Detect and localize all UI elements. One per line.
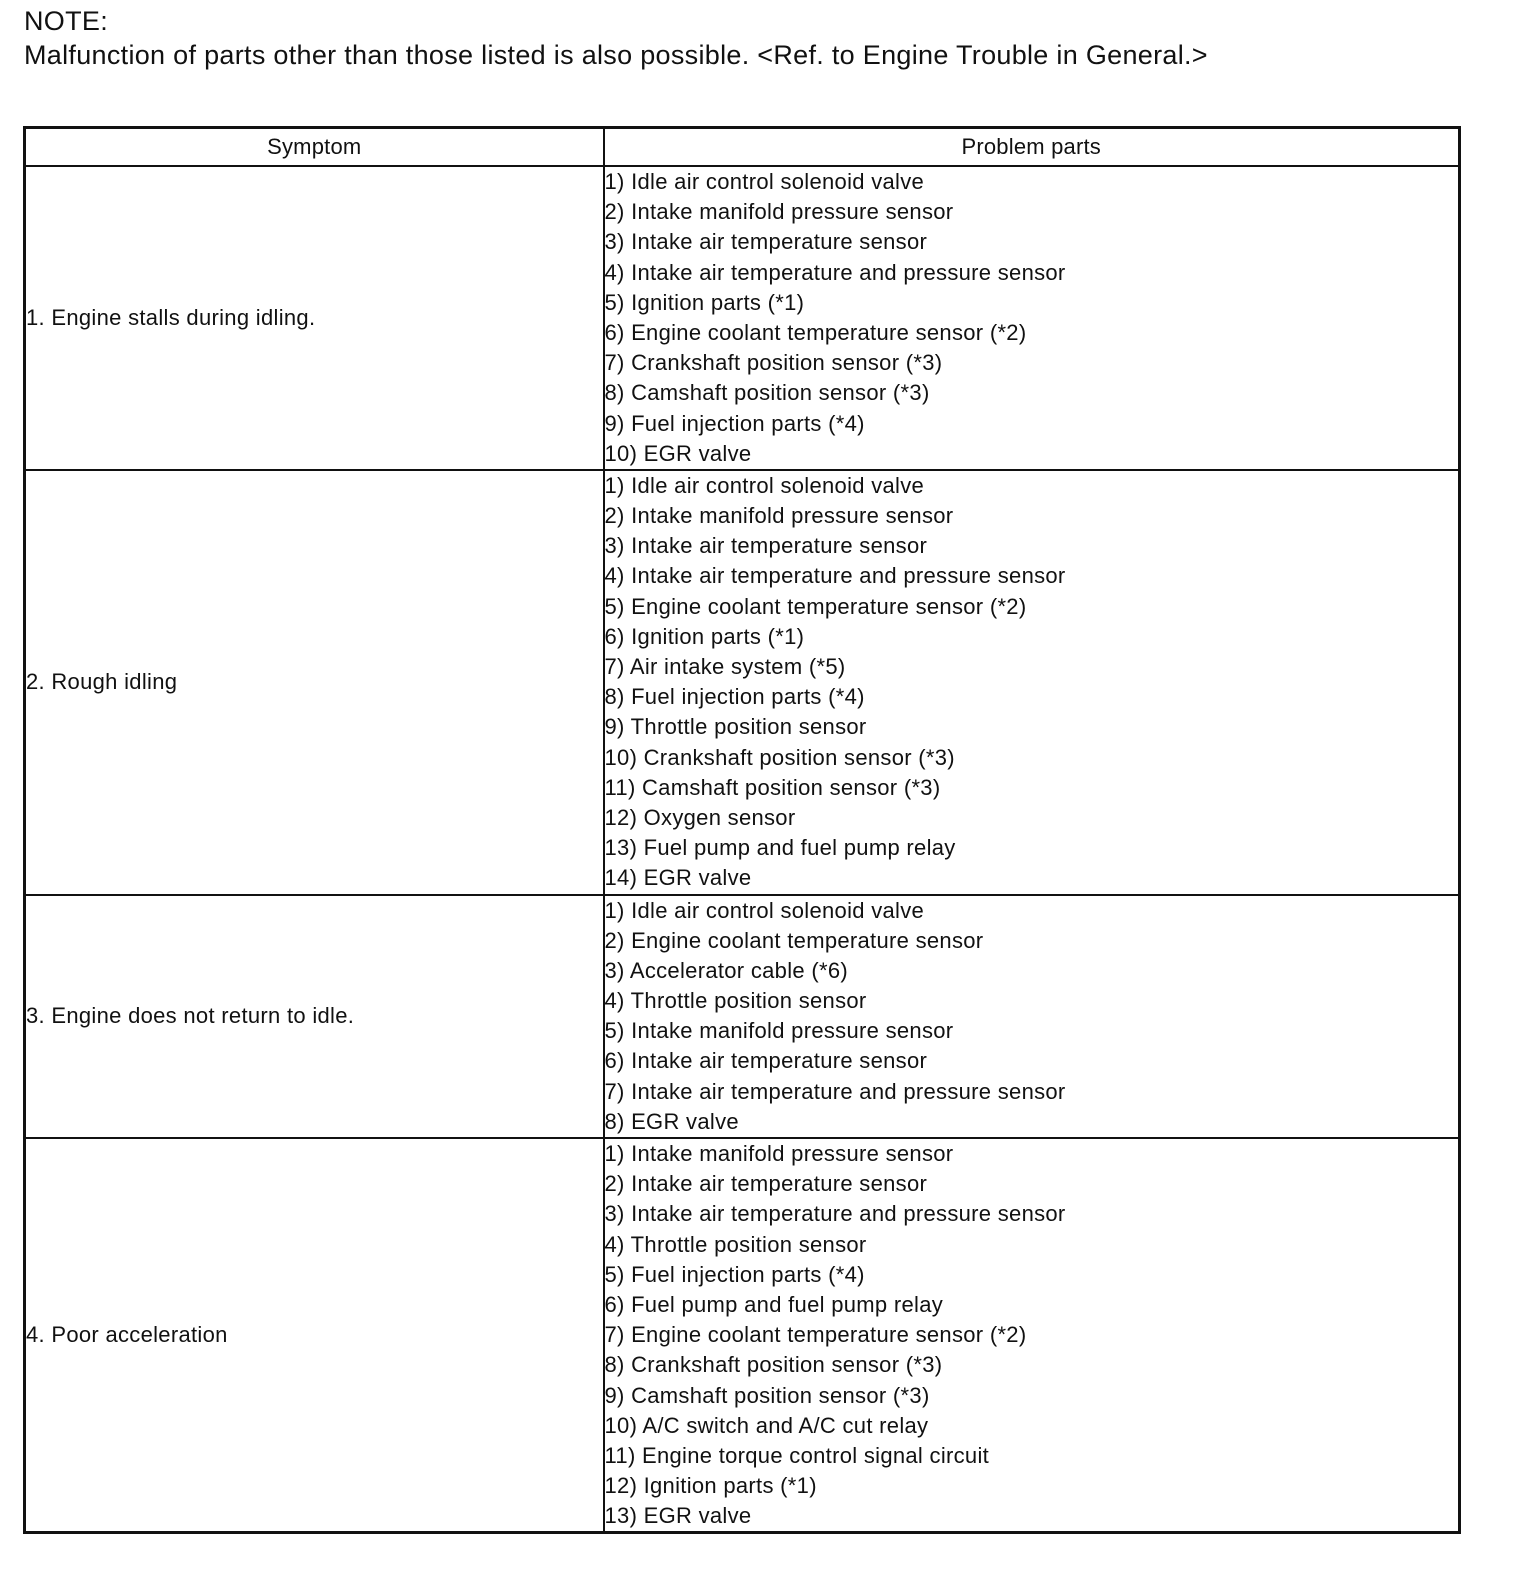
problem-part-item: 9) Fuel injection parts (*4)	[604, 410, 865, 436]
table-row	[25, 895, 1460, 1139]
problem-parts-column-header: Problem parts	[604, 128, 1460, 167]
problem-part-item: 6) Fuel pump and fuel pump relay	[604, 1291, 944, 1317]
symptom-column-header: Symptom	[25, 128, 604, 167]
table-row	[25, 1138, 1460, 1533]
problem-part-item: 1) Idle air control solenoid valve	[604, 897, 925, 923]
problem-part-item: 5) Engine coolant temperature sensor (*2)	[604, 593, 1027, 619]
table-body	[25, 166, 1460, 1533]
table-header-row	[25, 128, 1460, 167]
problem-part-item: 5) Ignition parts (*1)	[604, 289, 805, 315]
problem-parts-cell	[604, 166, 1460, 470]
note-block	[24, 4, 1504, 72]
problem-part-item: 2) Intake manifold pressure sensor	[604, 503, 954, 529]
problem-part-item: 14) EGR valve	[604, 865, 752, 891]
problem-part-item: 10) EGR valve	[604, 440, 752, 466]
problem-part-item: 8) Crankshaft position sensor (*3)	[604, 1352, 943, 1378]
problem-part-item: 6) Ignition parts (*1)	[604, 623, 805, 649]
problem-part-item: 4) Throttle position sensor	[604, 988, 867, 1014]
problem-part-item: 10) A/C switch and A/C cut relay	[604, 1412, 929, 1438]
table-row	[25, 166, 1460, 470]
symptom-cell: 3. Engine does not return to idle.	[25, 895, 604, 1139]
problem-part-item: 7) Air intake system (*5)	[604, 654, 846, 679]
problem-part-item: 9) Camshaft position sensor (*3)	[604, 1382, 930, 1408]
symptom-cell: 4. Poor acceleration	[25, 1138, 604, 1533]
problem-part-item: 4) Throttle position sensor	[604, 1231, 867, 1257]
problem-part-item: 12) Ignition parts (*1)	[604, 1473, 817, 1499]
problem-part-item: 9) Throttle position sensor	[604, 714, 867, 740]
problem-part-item: 10) Crankshaft position sensor (*3)	[604, 744, 955, 770]
problem-part-item: 3) Intake air temperature sensor	[604, 533, 928, 559]
problem-part-item: 1) Idle air control solenoid valve	[604, 169, 925, 194]
problem-part-item: 8) EGR valve	[604, 1108, 739, 1134]
note-title: NOTE:	[24, 6, 109, 36]
table-row	[25, 470, 1460, 895]
problem-part-item: 8) Fuel injection parts (*4)	[604, 684, 865, 710]
problem-part-item: 11) Camshaft position sensor (*3)	[604, 774, 941, 800]
problem-part-item: 8) Camshaft position sensor (*3)	[604, 380, 930, 406]
problem-part-item: 12) Oxygen sensor	[604, 804, 796, 830]
problem-part-item: 5) Intake manifold pressure sensor	[604, 1018, 954, 1044]
symptom-table	[23, 126, 1461, 1534]
problem-part-item: 3) Accelerator cable (*6)	[604, 957, 848, 983]
problem-part-item: 11) Engine torque control signal circuit	[604, 1442, 990, 1468]
problem-part-item: 2) Engine coolant temperature sensor	[604, 927, 984, 953]
problem-part-item: 2) Intake manifold pressure sensor	[604, 199, 954, 225]
symptom-cell: 2. Rough idling	[25, 470, 604, 895]
symptom-cell: 1. Engine stalls during idling.	[25, 166, 604, 470]
problem-part-item: 7) Crankshaft position sensor (*3)	[604, 350, 943, 376]
note-text: Malfunction of parts other than those listed is also possible. <Ref. to Engine Trouble in General.>	[24, 40, 1208, 70]
problem-part-item: 2) Intake air temperature sensor	[604, 1171, 928, 1197]
problem-part-item: 4) Intake air temperature and pressure sensor	[604, 259, 1066, 285]
problem-part-item: 7) Engine coolant temperature sensor (*2)	[604, 1322, 1027, 1348]
problem-part-item: 6) Intake air temperature sensor	[604, 1048, 928, 1074]
problem-part-item: 6) Engine coolant temperature sensor (*2)	[604, 319, 1027, 345]
problem-parts-cell	[604, 470, 1460, 895]
problem-part-item: 13) EGR valve	[604, 1503, 752, 1529]
problem-part-item: 7) Intake air temperature and pressure sensor	[604, 1078, 1066, 1104]
problem-parts-cell	[604, 1138, 1460, 1533]
problem-parts-cell	[604, 895, 1460, 1139]
problem-part-item: 5) Fuel injection parts (*4)	[604, 1261, 865, 1287]
problem-part-item: 3) Intake air temperature sensor	[604, 229, 928, 255]
problem-part-item: 4) Intake air temperature and pressure sensor	[604, 563, 1066, 589]
problem-part-item: 1) Intake manifold pressure sensor	[604, 1141, 954, 1166]
problem-part-item: 1) Idle air control solenoid valve	[604, 472, 925, 498]
problem-part-item: 3) Intake air temperature and pressure sensor	[604, 1201, 1066, 1227]
problem-part-item: 13) Fuel pump and fuel pump relay	[604, 835, 956, 861]
